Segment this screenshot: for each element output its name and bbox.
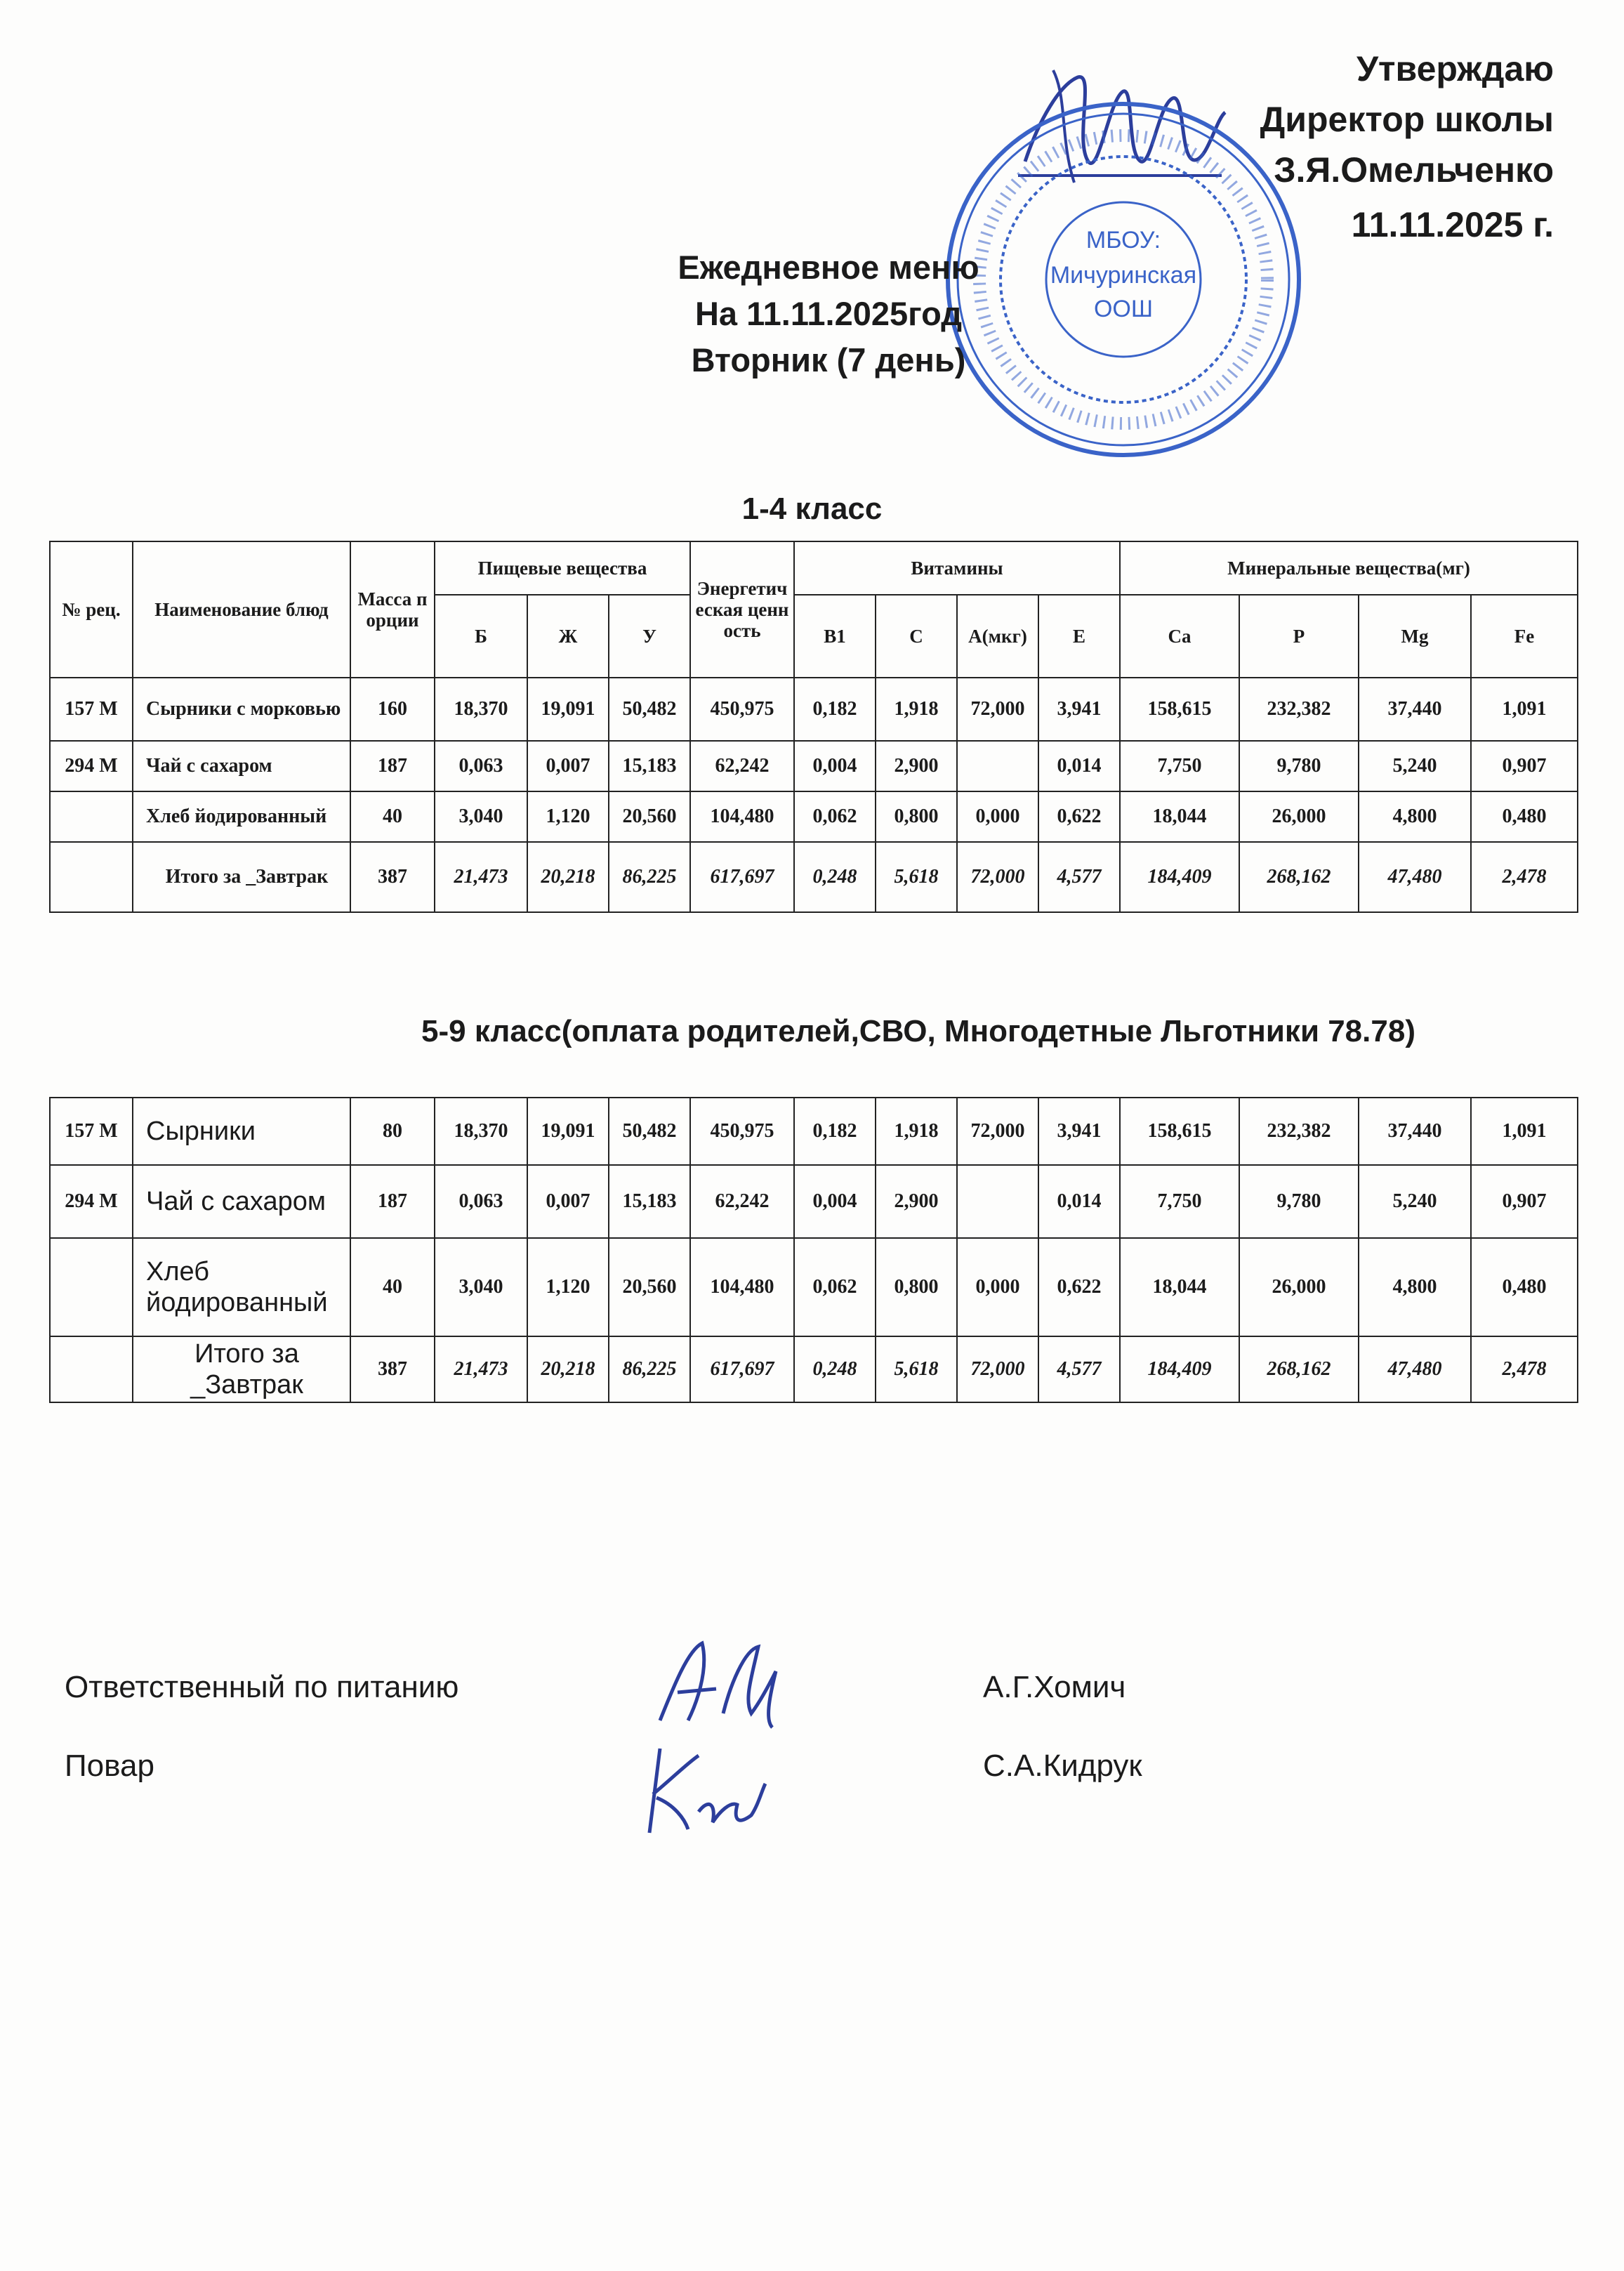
- value-b1: 0,182: [794, 1098, 876, 1165]
- value-mg: 37,440: [1359, 678, 1471, 741]
- total-ca: 184,409: [1120, 842, 1239, 912]
- total-label: Итого за _Завтрак: [133, 1336, 350, 1402]
- value-b1: 0,004: [794, 741, 876, 791]
- portion-mass: 187: [350, 1165, 435, 1238]
- responsible-role-1: Ответственный по питанию: [65, 1670, 459, 1704]
- col-header-name: Наименование блюд: [133, 541, 350, 678]
- value-ca: 158,615: [1120, 1098, 1239, 1165]
- total-fe: 2,478: [1471, 1336, 1578, 1402]
- table-2-body: [50, 1098, 1578, 1402]
- recipe-number: 294 М: [50, 1165, 133, 1238]
- value-c: 2,900: [876, 1165, 957, 1238]
- section-title-5-9: 5-9 класс(оплата родителей,СВО, Многодетные Льготники 78.78): [421, 1014, 1415, 1048]
- value-a: 72,000: [957, 1098, 1038, 1165]
- value-e: 3,941: [1038, 1098, 1120, 1165]
- col-header-a: А(мкг): [957, 595, 1038, 678]
- value-p: 26,000: [1239, 1238, 1359, 1336]
- value-mg: 5,240: [1359, 741, 1471, 791]
- col-header-minerals: Минеральные вещества(мг): [1120, 541, 1578, 595]
- table-row: [50, 1165, 1578, 1238]
- total-blank: [50, 1336, 133, 1402]
- total-c: 5,618: [876, 842, 957, 912]
- total-energy: 617,697: [690, 1336, 794, 1402]
- total-label: Итого за _Завтрак: [133, 842, 350, 912]
- total-p: 268,162: [1239, 842, 1359, 912]
- recipe-number: [50, 1238, 133, 1336]
- value-b: 3,040: [435, 1238, 527, 1336]
- value-e: 3,941: [1038, 678, 1120, 741]
- document-header: [618, 244, 1039, 383]
- value-b1: 0,062: [794, 791, 876, 842]
- total-mg: 47,480: [1359, 842, 1471, 912]
- value-a: 72,000: [957, 678, 1038, 741]
- total-p: 268,162: [1239, 1336, 1359, 1402]
- value-ca: 18,044: [1120, 791, 1239, 842]
- col-header-mass: Масса порции: [350, 541, 435, 678]
- total-ca: 184,409: [1120, 1336, 1239, 1402]
- col-header-ca: Ca: [1120, 595, 1239, 678]
- value-mg: 4,800: [1359, 1238, 1471, 1336]
- value-energy: 62,242: [690, 741, 794, 791]
- value-e: 0,622: [1038, 791, 1120, 842]
- value-fe: 0,480: [1471, 1238, 1578, 1336]
- value-c: 1,918: [876, 1098, 957, 1165]
- portion-mass: 187: [350, 741, 435, 791]
- total-mass: 387: [350, 1336, 435, 1402]
- value-fe: 0,907: [1471, 741, 1578, 791]
- value-a: 0,000: [957, 1238, 1038, 1336]
- total-mass: 387: [350, 842, 435, 912]
- value-a: [957, 741, 1038, 791]
- value-b1: 0,182: [794, 678, 876, 741]
- value-p: 9,780: [1239, 741, 1359, 791]
- value-ca: 158,615: [1120, 678, 1239, 741]
- seal-line-3: ООШ: [1093, 296, 1154, 322]
- value-a: [957, 1165, 1038, 1238]
- table-row: [50, 791, 1578, 842]
- total-row: [50, 1336, 1578, 1402]
- value-e: 0,014: [1038, 1165, 1120, 1238]
- seal-line-1: МБОУ:: [1085, 227, 1161, 254]
- total-c: 5,618: [876, 1336, 957, 1402]
- value-u: 50,482: [609, 678, 690, 741]
- value-b: 3,040: [435, 791, 527, 842]
- value-p: 232,382: [1239, 678, 1359, 741]
- approval-title: Утверждаю: [1356, 49, 1554, 88]
- header-title: Ежедневное меню: [678, 249, 979, 286]
- value-energy: 104,480: [690, 1238, 794, 1336]
- value-e: 0,014: [1038, 741, 1120, 791]
- total-energy: 617,697: [690, 842, 794, 912]
- responsible-signature-1: [646, 1629, 786, 1734]
- value-zh: 0,007: [527, 741, 609, 791]
- col-header-energy: Энергетическая ценность: [690, 541, 794, 678]
- value-ca: 7,750: [1120, 741, 1239, 791]
- responsible-signature-2: [632, 1734, 772, 1840]
- portion-mass: 40: [350, 791, 435, 842]
- table-1-body: [50, 678, 1578, 912]
- col-header-zh: Ж: [527, 595, 609, 678]
- value-p: 232,382: [1239, 1098, 1359, 1165]
- col-header-fe: Fe: [1471, 595, 1578, 678]
- col-header-p: P: [1239, 595, 1359, 678]
- responsible-role-2: Повар: [65, 1749, 154, 1783]
- value-b: 18,370: [435, 1098, 527, 1165]
- col-header-mg: Mg: [1359, 595, 1471, 678]
- value-energy: 62,242: [690, 1165, 794, 1238]
- responsible-name-2: С.А.Кидрук: [983, 1749, 1142, 1783]
- value-u: 50,482: [609, 1098, 690, 1165]
- recipe-number: 157 М: [50, 1098, 133, 1165]
- header-date: На 11.11.2025год: [694, 295, 963, 332]
- total-a: 72,000: [957, 1336, 1038, 1402]
- total-u: 86,225: [609, 842, 690, 912]
- value-mg: 5,240: [1359, 1165, 1471, 1238]
- header-day: Вторник (7 день): [691, 341, 966, 378]
- section-title-1-4: 1-4 класс: [741, 492, 883, 526]
- recipe-number: [50, 791, 133, 842]
- approval-date: 11.11.2025 г.: [1351, 205, 1554, 244]
- dish-name: Сырники: [133, 1098, 350, 1165]
- value-p: 9,780: [1239, 1165, 1359, 1238]
- value-u: 15,183: [609, 741, 690, 791]
- value-c: 1,918: [876, 678, 957, 741]
- portion-mass: 80: [350, 1098, 435, 1165]
- value-c: 2,900: [876, 741, 957, 791]
- value-u: 15,183: [609, 1165, 690, 1238]
- value-p: 26,000: [1239, 791, 1359, 842]
- value-u: 20,560: [609, 1238, 690, 1336]
- value-c: 0,800: [876, 1238, 957, 1336]
- table-row: [50, 678, 1578, 741]
- value-zh: 19,091: [527, 1098, 609, 1165]
- value-e: 0,622: [1038, 1238, 1120, 1336]
- col-header-u: У: [609, 595, 690, 678]
- value-b: 0,063: [435, 741, 527, 791]
- total-b1: 0,248: [794, 842, 876, 912]
- value-energy: 104,480: [690, 791, 794, 842]
- menu-table-5-9: [49, 1097, 1578, 1403]
- value-ca: 18,044: [1120, 1238, 1239, 1336]
- value-b1: 0,062: [794, 1238, 876, 1336]
- total-b1: 0,248: [794, 1336, 876, 1402]
- responsible-name-1: А.Г.Хомич: [983, 1670, 1126, 1704]
- col-header-c: C: [876, 595, 957, 678]
- value-fe: 0,907: [1471, 1165, 1578, 1238]
- value-b: 18,370: [435, 678, 527, 741]
- col-header-vitamins: Витамины: [794, 541, 1120, 595]
- table-row: [50, 1098, 1578, 1165]
- value-zh: 19,091: [527, 678, 609, 741]
- total-e: 4,577: [1038, 842, 1120, 912]
- portion-mass: 160: [350, 678, 435, 741]
- recipe-number: 157 М: [50, 678, 133, 741]
- value-b1: 0,004: [794, 1165, 876, 1238]
- dish-name: Чай с сахаром: [133, 741, 350, 791]
- seal-line-2: Мичуринская: [1050, 262, 1197, 289]
- col-header-num: № рец.: [50, 541, 133, 678]
- value-a: 0,000: [957, 791, 1038, 842]
- total-b: 21,473: [435, 842, 527, 912]
- dish-name: Хлеб йодированный: [133, 1238, 350, 1336]
- total-a: 72,000: [957, 842, 1038, 912]
- col-header-e: E: [1038, 595, 1120, 678]
- value-fe: 1,091: [1471, 1098, 1578, 1165]
- total-blank: [50, 842, 133, 912]
- dish-name: Хлеб йодированный: [133, 791, 350, 842]
- value-zh: 0,007: [527, 1165, 609, 1238]
- dish-name: Сырники с морковью: [133, 678, 350, 741]
- total-u: 86,225: [609, 1336, 690, 1402]
- value-mg: 4,800: [1359, 791, 1471, 842]
- col-header-b: Б: [435, 595, 527, 678]
- value-zh: 1,120: [527, 791, 609, 842]
- col-header-nutrients: Пищевые вещества: [435, 541, 690, 595]
- total-fe: 2,478: [1471, 842, 1578, 912]
- menu-table-1-4: [49, 541, 1578, 913]
- col-header-b1: B1: [794, 595, 876, 678]
- approval-position: Директор школы: [1260, 100, 1554, 139]
- value-ca: 7,750: [1120, 1165, 1239, 1238]
- value-c: 0,800: [876, 791, 957, 842]
- value-mg: 37,440: [1359, 1098, 1471, 1165]
- total-zh: 20,218: [527, 842, 609, 912]
- value-b: 0,063: [435, 1165, 527, 1238]
- dish-name: Чай с сахаром: [133, 1165, 350, 1238]
- total-e: 4,577: [1038, 1336, 1120, 1402]
- total-mg: 47,480: [1359, 1336, 1471, 1402]
- portion-mass: 40: [350, 1238, 435, 1336]
- table-row: [50, 1238, 1578, 1336]
- approval-director-name: З.Я.Омельченко: [1274, 150, 1554, 190]
- value-fe: 0,480: [1471, 791, 1578, 842]
- value-zh: 1,120: [527, 1238, 609, 1336]
- total-row: [50, 842, 1578, 912]
- total-b: 21,473: [435, 1336, 527, 1402]
- value-energy: 450,975: [690, 1098, 794, 1165]
- recipe-number: 294 М: [50, 741, 133, 791]
- value-fe: 1,091: [1471, 678, 1578, 741]
- table-row: [50, 741, 1578, 791]
- value-energy: 450,975: [690, 678, 794, 741]
- total-zh: 20,218: [527, 1336, 609, 1402]
- value-u: 20,560: [609, 791, 690, 842]
